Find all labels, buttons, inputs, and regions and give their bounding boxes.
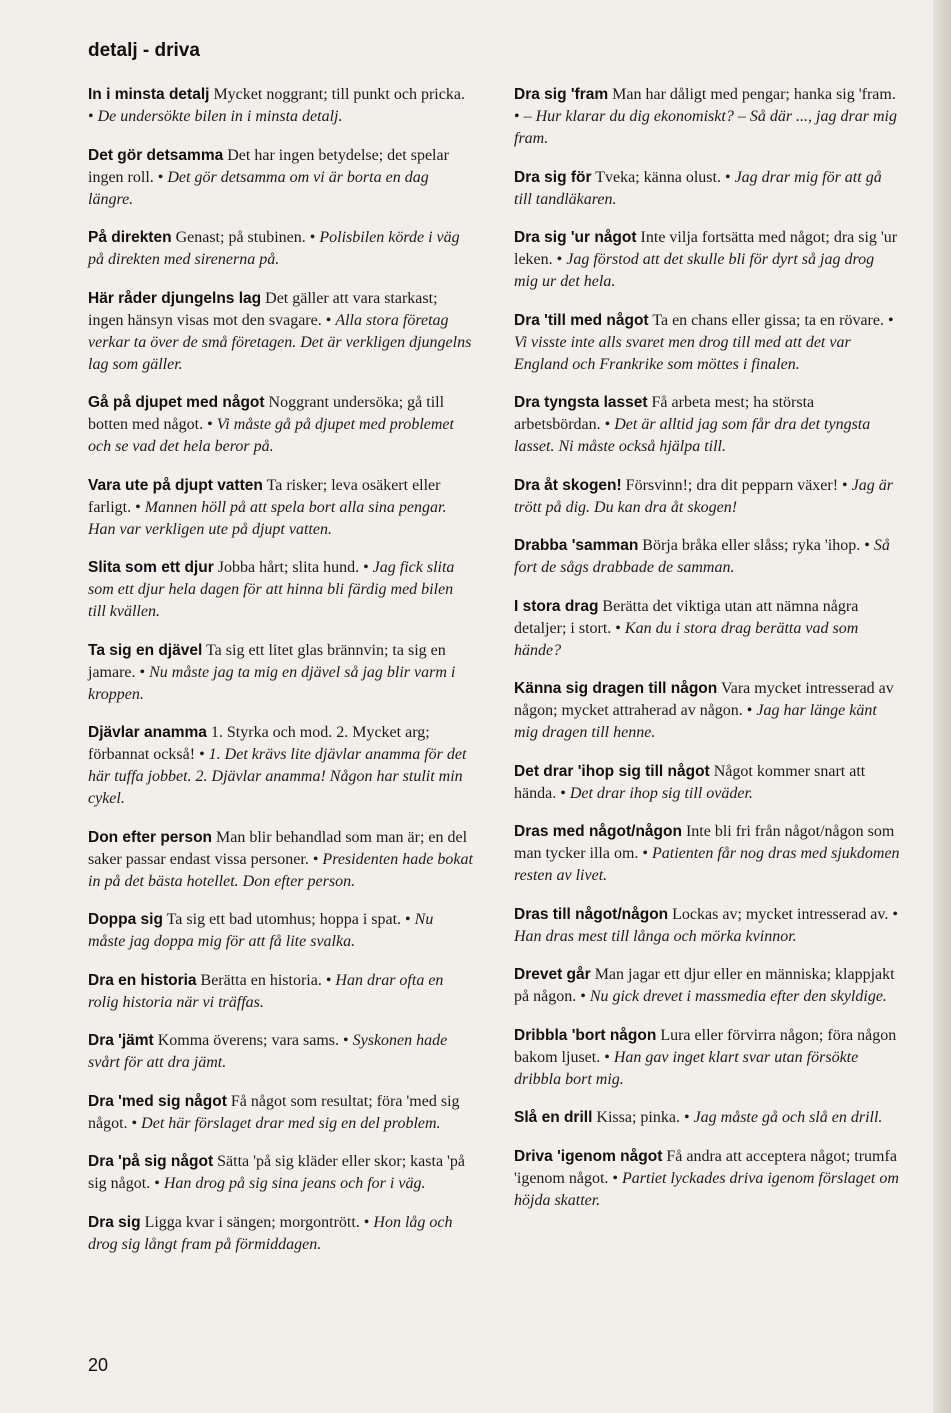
entry-definition: Ta sig ett bad utomhus; hoppa i spat. •: [166, 911, 411, 928]
dictionary-entry: [514, 475, 900, 519]
entry-headword: Dra 'till med något: [514, 311, 649, 329]
entry-headword: Det gör detsamma: [88, 146, 224, 164]
entry-headword: Drabba 'samman: [514, 537, 639, 554]
entry-example: Nu måste jag doppa mig för att få lite svalka.: [88, 911, 434, 950]
dictionary-entry: [88, 722, 474, 810]
entry-headword: Dra sig: [88, 1213, 141, 1231]
entry-definition: Vara mycket intresserad av någon; mycket attraherad av någon. •: [514, 680, 894, 719]
entry-headword: Driva 'igenom något: [514, 1147, 663, 1165]
entry-definition: Börja bråka eller slåss; ryka 'ihop. •: [642, 537, 870, 554]
entry-example: Jag har länge känt mig dragen till henne.: [514, 702, 877, 741]
entry-example: Jag förstod att det skulle bli för dyrt så jag drog mig ur det hela.: [514, 251, 875, 290]
entry-headword: Dras med något/någon: [514, 823, 682, 840]
entry-definition: Tveka; känna olust. •: [595, 168, 731, 186]
dictionary-entry: [88, 392, 474, 458]
entry-definition: Lockas av; mycket intresserad av. •: [672, 905, 898, 923]
dictionary-entry: [88, 909, 474, 953]
entry-definition: Få arbeta mest; ha största arbetsbördan. •: [514, 394, 815, 433]
entry-example: Jag måste gå och slå en drill.: [693, 1109, 883, 1126]
entry-example: Han drog på sig sina jeans och for i väg.: [163, 1175, 426, 1192]
entry-example: Alla stora företag verkar ta över de små företagen. Det är verkligen djungelns lag som gäller.: [88, 311, 472, 373]
entry-example: Han gav inget klart svar utan försökte dribbla bort mig.: [514, 1048, 859, 1088]
page-header: detalj - driva: [88, 40, 200, 61]
dictionary-entry: [88, 557, 474, 623]
entry-headword: Dra 'jämt: [88, 1032, 154, 1049]
entry-example: Syskonen hade svårt för att dra jämt.: [88, 1032, 448, 1071]
entry-example: 1. Det krävs lite djävlar anamma för det här tuffa jobbet. 2. Djävlar anamma! Någon har stulit min cykel.: [88, 746, 467, 807]
entry-headword: Känna sig dragen till någon: [514, 680, 718, 697]
entry-headword: Doppa sig: [88, 911, 163, 928]
dictionary-entry: [514, 1146, 900, 1212]
entry-example: De undersökte bilen in i minsta detalj.: [97, 108, 343, 125]
entry-example: Vi visste inte alls svaret men drog till med att det var England och Frankrike som möttes i finalen.: [514, 333, 851, 373]
dictionary-entry: [514, 678, 900, 744]
left-column: [88, 84, 474, 1272]
entry-example: Mannen höll på att spela bort alla sina pengar. Han var verkligen ute på djupt vatten.: [88, 498, 447, 538]
dictionary-entry: [514, 84, 900, 150]
entry-headword: På direkten: [88, 229, 172, 246]
entry-definition: Inte vilja fortsätta med något; dra sig 'ur leken. •: [514, 229, 898, 268]
entry-definition: Ta en chans eller gissa; ta en rövare. •: [652, 311, 894, 329]
entry-definition: Något kommer snart att hända. •: [514, 762, 866, 802]
dictionary-entry: [88, 1212, 474, 1256]
entry-headword: Dra en historia: [88, 971, 197, 989]
entry-definition: Kissa; pinka. •: [596, 1109, 690, 1126]
dictionary-entry: [88, 84, 474, 128]
dictionary-entry: [514, 596, 900, 662]
entry-headword: Dribbla 'bort någon: [514, 1026, 657, 1044]
dictionary-entry: [514, 964, 900, 1008]
entry-definition: Jobba hårt; slita hund. •: [217, 559, 369, 576]
entry-example: Det drar ihop sig till oväder.: [569, 784, 753, 802]
dictionary-entry: [514, 821, 900, 887]
dictionary-entry: [88, 1091, 474, 1135]
entry-example: Hur klarar du dig ekonomiskt? – Så där ..., jag drar mig fram.: [514, 108, 897, 147]
dictionary-entry: [88, 640, 474, 706]
entry-example: Polisbilen körde i väg på direkten med sirenerna på.: [88, 229, 460, 268]
dictionary-entry: [88, 227, 474, 271]
entry-headword: Don efter person: [88, 828, 213, 846]
entry-example: Jag drar mig för att gå till tandläkaren.: [514, 168, 882, 208]
entry-example: Jag är trött på dig. Du kan dra åt skogen!: [514, 476, 893, 516]
right-column: [514, 84, 900, 1228]
entry-example: Vi måste gå på djupet med problemet och se vad det hela beror på.: [88, 416, 454, 455]
entry-definition: Komma överens; vara sams. •: [157, 1032, 349, 1049]
entry-headword: Dra sig för: [514, 168, 592, 186]
dictionary-entry: [514, 761, 900, 805]
entry-headword: Dra tyngsta lasset: [514, 394, 648, 411]
entry-example: Presidenten hade bokat in på det bästa hotellet. Don efter person.: [88, 850, 473, 890]
entry-example: Partiet lyckades driva igenom förslaget om höjda skatter.: [514, 1169, 899, 1209]
entry-definition: Man jagar ett djur eller en människa; klappjakt på någon. •: [514, 966, 895, 1005]
entry-example: Han dras mest till långa och mörka kvinnor.: [514, 927, 797, 945]
entry-headword: In i minsta detalj: [88, 86, 210, 103]
entry-headword: Det drar 'ihop sig till något: [514, 762, 710, 780]
entry-headword: Dra åt skogen!: [514, 476, 622, 494]
page-edge-shadow: [933, 0, 951, 1413]
entry-definition: Berätta en historia. •: [200, 971, 332, 989]
entry-headword: Ta sig en djävel: [88, 641, 203, 659]
entry-headword: Dra 'med sig något: [88, 1092, 227, 1110]
entry-headword: Gå på djupet med något: [88, 394, 265, 411]
entry-headword: I stora drag: [514, 597, 599, 615]
entry-example: Nu gick drevet i massmedia efter den skyldige.: [589, 988, 887, 1005]
entry-headword: Dras till något/någon: [514, 905, 669, 923]
entry-headword: Djävlar anamma: [88, 724, 207, 741]
entry-definition: Ta risker; leva osäkert eller farligt. •: [88, 476, 441, 516]
dictionary-entry: [514, 227, 900, 293]
entry-headword: Här råder djungelns lag: [88, 289, 262, 307]
entry-example: Det här förslaget drar med sig en del problem.: [141, 1114, 441, 1132]
entry-headword: Drevet går: [514, 966, 591, 983]
entry-example: Det är alltid jag som får dra det tyngsta lasset. Ni måste också hjälpa till.: [514, 416, 871, 455]
dictionary-entry: [88, 288, 474, 376]
entry-definition: Man blir behandlad som man är; en del saker passar endast vissa personer. •: [88, 828, 468, 868]
entry-definition: Genast; på stubinen. •: [175, 229, 316, 246]
entry-headword: Vara ute på djupt vatten: [88, 476, 263, 494]
entry-definition: Ligga kvar i sängen; morgontrött. •: [144, 1213, 370, 1231]
entry-headword: Dra 'på sig något: [88, 1153, 214, 1170]
entry-example: Så fort de sågs drabbade de samman.: [514, 537, 890, 576]
entry-headword: Slita som ett djur: [88, 559, 214, 576]
entry-definition: Det har ingen betydelse; det spelar ingen roll. •: [88, 146, 449, 186]
dictionary-entry: [514, 167, 900, 211]
dictionary-entry: [514, 535, 900, 579]
entry-example: Nu måste jag ta mig en djävel så jag blir varm i kroppen.: [88, 663, 456, 703]
entry-definition: Det gäller att vara starkast; ingen hänsyn visas mot den svagare. •: [88, 289, 438, 329]
dictionary-entry: [88, 475, 474, 541]
entry-definition: Noggrant undersöka; gå till botten med något. •: [88, 394, 445, 433]
dictionary-entry: [88, 1151, 474, 1195]
entry-definition: Lura eller förvirra någon; föra någon bakom ljuset. •: [514, 1026, 897, 1066]
dictionary-entry: [88, 827, 474, 893]
entry-definition: Få andra att acceptera något; trumfa 'igenom något. •: [514, 1147, 897, 1187]
entry-definition: Ta sig ett litet glas brännvin; ta sig en jamare. •: [88, 641, 446, 681]
entry-definition: Försvinn!; dra dit pepparn växer! •: [625, 476, 848, 494]
dictionary-entry: [514, 310, 900, 376]
entry-headword: Dra sig 'ur något: [514, 229, 637, 246]
entry-definition: Berätta det viktiga utan att nämna några detaljer; i stort. •: [514, 597, 859, 637]
entry-example: Kan du i stora drag berätta vad som hände?: [514, 619, 859, 659]
entry-headword: Slå en drill: [514, 1109, 593, 1126]
entry-example: Patienten får nog dras med sjukdomen resten av livet.: [514, 845, 900, 884]
entry-definition: Man har dåligt med pengar; hanka sig 'fram. • –: [514, 86, 896, 125]
entry-definition: Få något som resultat; föra 'med sig något. •: [88, 1092, 460, 1132]
entry-example: Hon låg och drog sig långt fram på förmiddagen.: [88, 1213, 453, 1253]
entry-definition: 1. Styrka och mod. 2. Mycket arg; förbannat också! •: [88, 724, 430, 763]
dictionary-entry: [88, 970, 474, 1014]
entry-example: Det gör detsamma om vi är borta en dag längre.: [88, 168, 429, 208]
entry-example: Han drar ofta en rolig historia när vi träffas.: [88, 971, 444, 1011]
dictionary-entry: [88, 1030, 474, 1074]
dictionary-entry: [88, 145, 474, 211]
dictionary-entry: [514, 392, 900, 458]
entry-definition: Inte bli fri från något/någon som man tycker illa om. •: [514, 823, 895, 862]
entry-example: Jag fick slita som ett djur hela dagen för att hinna bli färdig med bilen till kvällen.: [88, 559, 455, 620]
dictionary-entry: [514, 1025, 900, 1091]
dictionary-entry: [514, 1107, 900, 1129]
entry-definition: Mycket noggrant; till punkt och pricka. •: [88, 86, 465, 125]
entry-headword: Dra sig 'fram: [514, 86, 609, 103]
dictionary-entry: [514, 904, 900, 948]
entry-definition: Sätta 'på sig kläder eller skor; kasta 'på sig något. •: [88, 1153, 466, 1192]
page-number: 20: [88, 1355, 109, 1375]
